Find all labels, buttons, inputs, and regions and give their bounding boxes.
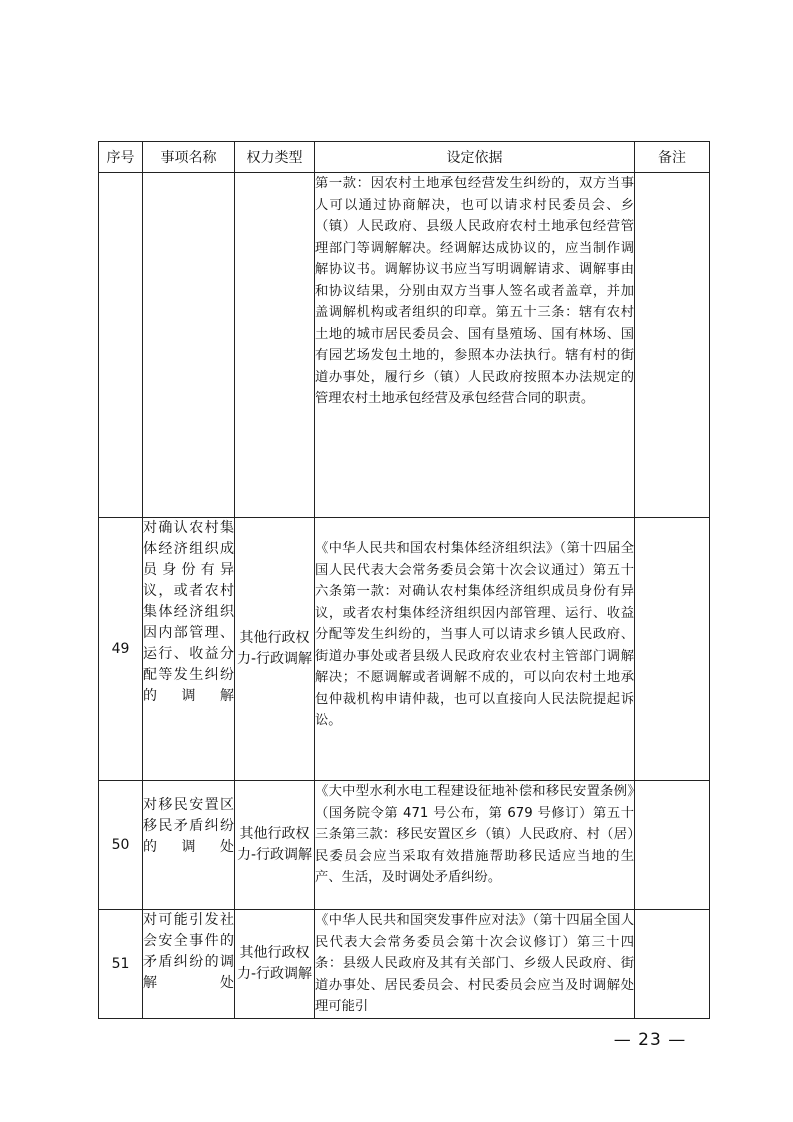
row-power-type: 其他行政权力-行政调解 <box>235 781 315 910</box>
table-row <box>99 781 710 910</box>
power-list-table <box>98 141 710 1019</box>
table-row <box>99 910 710 1019</box>
table-row <box>99 518 710 781</box>
header-power-type: 权力类型 <box>235 142 315 173</box>
row-legal-basis: 《中华人民共和国突发事件应对法》（第十四届全国人民代表大会常务委员会第十次会议修订）第三十四条：县级人民政府及其有关部门、乡级人民政府、街道办事处、居民委员会、村民委员会应当及时调解处理可能引 <box>315 910 635 1019</box>
row-note <box>635 781 710 910</box>
row-legal-basis: 第一款：因农村土地承包经营发生纠纷的，双方当事人可以通过协商解决，也可以请求村民委员会、乡（镇）人民政府、县级人民政府农村土地承包经营管理部门等调解解决。经调解达成协议的，应当制作调解协议书。调解协议书应当写明调解请求、调解事由和协议结果，分别由双方当事人签名或者盖章，并加盖调解机构或者组织的印章。第五十三条：辖有农村土地的城市居民委员会、国有垦殖场、国有林场、国有园艺场发包土地的，参照本办法执行。辖有村的街道办事处，履行乡（镇）人民政府按照本办法规定的管理农村土地承包经营及承包经营合同的职责。 <box>315 173 635 518</box>
row-index: 49 <box>99 518 143 781</box>
table-header-row <box>99 142 710 173</box>
row-power-type: 其他行政权力-行政调解 <box>235 910 315 1019</box>
row-item-name: 对移民安置区移民矛盾纠纷的调处 <box>143 781 235 910</box>
row-power-type <box>235 173 315 518</box>
header-item-name: 事项名称 <box>143 142 235 173</box>
header-index: 序号 <box>99 142 143 173</box>
row-item-name: 对可能引发社会安全事件的矛盾纠纷的调解处 <box>143 910 235 1019</box>
row-item-name: 对确认农村集体经济组织成员身份有异议，或者农村集体经济组织因内部管理、运行、收益分配等发生纠纷的调解 <box>143 518 235 781</box>
row-power-type: 其他行政权力-行政调解 <box>235 518 315 781</box>
row-note <box>635 173 710 518</box>
header-note: 备注 <box>635 142 710 173</box>
row-index <box>99 173 143 518</box>
row-note <box>635 910 710 1019</box>
row-index: 51 <box>99 910 143 1019</box>
header-legal-basis: 设定依据 <box>315 142 635 173</box>
row-legal-basis: 《大中型水利水电工程建设征地补偿和移民安置条例》（国务院令第 471 号公布，第 679 号修订）第五十三条第三款：移民安置区乡（镇）人民政府、村（居）民委员会应当采取有效措施帮助移民适应当地的生产、生活，及时调处矛盾纠纷。 <box>315 781 635 910</box>
table-row <box>99 173 710 518</box>
row-legal-basis: 《中华人民共和国农村集体经济组织法》（第十四届全国人民代表大会常务委员会第十次会议通过）第五十六条第一款：对确认农村集体经济组织成员身份有异议，或者农村集体经济组织因内部管理、运行、收益分配等发生纠纷的，当事人可以请求乡镇人民政府、街道办事处或者县级人民政府农业农村主管部门调解解决；不愿调解或者调解不成的，可以向农村土地承包仲裁机构申请仲裁，也可以直接向人民法院提起诉讼。 <box>315 518 635 781</box>
row-index: 50 <box>99 781 143 910</box>
row-note <box>635 518 710 781</box>
row-item-name <box>143 173 235 518</box>
page-number: — 23 — <box>613 1030 687 1050</box>
